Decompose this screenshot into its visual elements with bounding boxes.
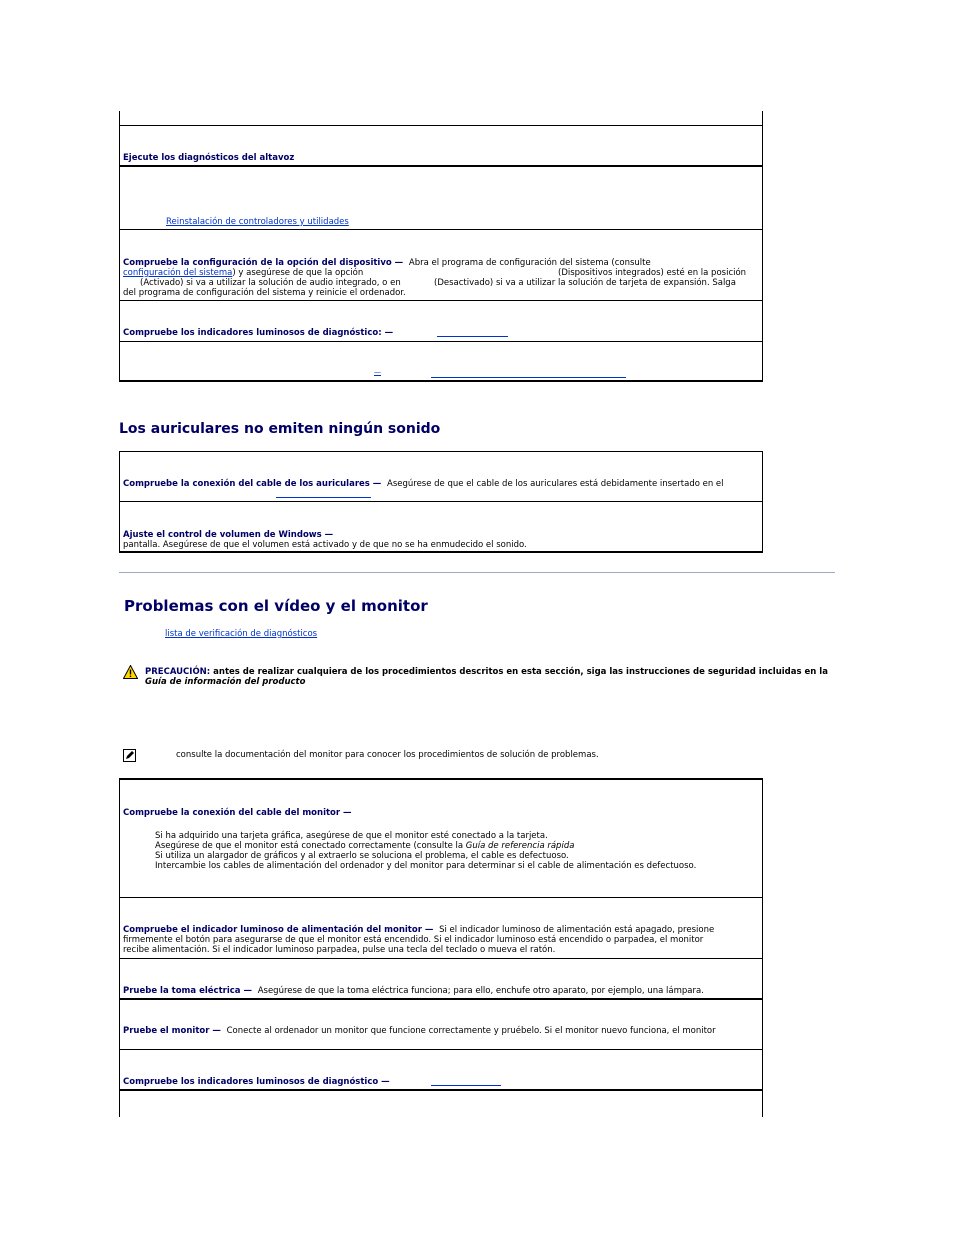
caution-label: PRECAUCIÓN: bbox=[145, 667, 211, 677]
diagnostics-checklist-link[interactable]: lista de verificación de diagnósticos bbox=[165, 629, 318, 639]
cable-item-2-text: Asegúrese de que el monitor está conectado correctamente (consulte la bbox=[155, 841, 464, 851]
row-divider bbox=[119, 897, 763, 898]
test-monitor-bold: Pruebe el monitor — bbox=[123, 1026, 221, 1036]
quick-reference-guide: Guía de referencia rápida bbox=[465, 841, 575, 851]
video-heading: Problemas con el vídeo y el monitor bbox=[124, 597, 428, 615]
monitor-cable-bold: Compruebe la conexión del cable del monitor — bbox=[123, 808, 352, 818]
last-row-dash[interactable]: — bbox=[374, 368, 381, 376]
row-divider bbox=[119, 165, 763, 167]
video-diag-lights-bold: Compruebe los indicadores luminosos de diagnóstico — bbox=[123, 1077, 390, 1087]
outlet-bold: Pruebe la toma eléctrica — bbox=[123, 986, 252, 996]
device-config-line1 bbox=[123, 258, 651, 268]
cable-item-4: Intercambie los cables de alimentación del ordenador y del monitor para determinar si el cable de alimentación es defectuoso. bbox=[155, 861, 697, 871]
caution-line1 bbox=[145, 667, 828, 677]
row-divider bbox=[119, 229, 763, 230]
headphones-heading: Los auriculares no emiten ningún sonido bbox=[119, 421, 441, 437]
volume-control-bold: Ajuste el control de volumen de Windows — bbox=[123, 530, 334, 540]
device-config-text6: del programa de configuración del sistema y reinicie el ordenador. bbox=[123, 288, 406, 298]
row-divider bbox=[119, 125, 763, 126]
power-light-text1: Si el indicador luminoso de alimentación está apagado, presione bbox=[439, 925, 715, 935]
power-light-bold: Compruebe el indicador luminoso de alimentación del monitor — bbox=[123, 925, 434, 935]
device-config-line2 bbox=[123, 268, 363, 278]
video-diag-lights-link[interactable] bbox=[431, 1085, 501, 1086]
table-bottom bbox=[119, 551, 763, 553]
headphone-cable-row bbox=[123, 479, 724, 489]
device-config-text3: (Dispositivos integrados) esté en la posición bbox=[558, 268, 747, 278]
row-divider bbox=[119, 958, 763, 959]
row-divider bbox=[119, 341, 763, 342]
caution-text: antes de realizar cualquiera de los procedimientos descritos en esta sección, siga las instrucciones de seguridad incluidas en la bbox=[213, 667, 828, 677]
cable-item-2 bbox=[155, 841, 574, 851]
table-top bbox=[119, 778, 763, 780]
headphone-cable-bold: Compruebe la conexión del cable de los auriculares — bbox=[123, 479, 382, 489]
diag-lights-link[interactable] bbox=[437, 336, 508, 337]
system-setup-link-a[interactable] bbox=[656, 258, 713, 267]
outlet-text: Asegúrese de que la toma eléctrica funciona; para ello, enchufe otro aparato, por ejemplo, una lámpara. bbox=[257, 986, 704, 996]
cable-item-1: Si ha adquirido una tarjeta gráfica, asegúrese de que el monitor esté conectado a la tarjeta. bbox=[155, 831, 548, 841]
note-pencil-icon bbox=[123, 749, 136, 762]
power-light-text3: recibe alimentación. Si el indicador luminoso parpadea, pulse una tecla del teclado o mueva el ratón. bbox=[123, 945, 556, 955]
diag-lights-text: Compruebe los indicadores luminosos de diagnóstico: — bbox=[123, 328, 394, 338]
device-config-text: Abra el programa de configuración del sistema (consulte bbox=[408, 258, 651, 268]
test-monitor-text: Conecte al ordenador un monitor que funcione correctamente y pruébelo. Si el monitor nuevo funciona, el monitor bbox=[226, 1026, 716, 1036]
section-divider bbox=[119, 572, 835, 573]
cable-item-3: Si utiliza un alargador de gráficos y al extraerlo se soluciona el problema, el cable es defectuoso. bbox=[155, 851, 569, 861]
table-top bbox=[119, 451, 763, 452]
row-divider bbox=[119, 300, 763, 301]
row-divider bbox=[119, 998, 763, 1000]
speaker-diagnostics-text: Ejecute los diagnósticos del altavoz bbox=[123, 153, 295, 163]
table-bottom bbox=[119, 380, 763, 382]
power-light-line1 bbox=[123, 925, 714, 935]
row-divider bbox=[119, 1049, 763, 1050]
row-divider bbox=[119, 501, 763, 502]
device-config-text2: ) y asegúrese de que la opción bbox=[232, 268, 364, 278]
outlet-row bbox=[123, 986, 704, 996]
last-row-link[interactable] bbox=[431, 377, 626, 378]
headphone-cable-text: Asegúrese de que el cable de los auriculares está debidamente insertado en el bbox=[387, 479, 724, 489]
device-config-bold: Compruebe la configuración de la opción del dispositivo — bbox=[123, 258, 404, 268]
note-text: consulte la documentación del monitor para conocer los procedimientos de solución de problemas. bbox=[176, 750, 599, 760]
test-monitor-row bbox=[123, 1026, 716, 1036]
row-divider bbox=[119, 1089, 763, 1091]
power-light-text2: firmemente el botón para asegurarse de que el monitor está encendido. Si el indicador luminoso está encendido o parpadea, el monitor bbox=[123, 935, 704, 945]
system-setup-link[interactable]: configuración del sistema bbox=[123, 268, 233, 278]
drivers-reinstall-link[interactable]: Reinstalación de controladores y utilidades bbox=[166, 217, 349, 227]
volume-control-text: pantalla. Asegúrese de que el volumen está activado y de que no se ha enmudecido el sonido. bbox=[123, 540, 527, 550]
warning-icon bbox=[123, 665, 138, 679]
device-config-text5: (Desactivado) si va a utilizar la solución de tarjeta de expansión. Salga bbox=[434, 278, 736, 288]
headphone-connector-link[interactable] bbox=[276, 497, 371, 498]
device-config-text4: (Activado) si va a utilizar la solución de audio integrado, o en bbox=[140, 278, 401, 288]
caution-guide: Guía de información del producto bbox=[145, 677, 306, 687]
